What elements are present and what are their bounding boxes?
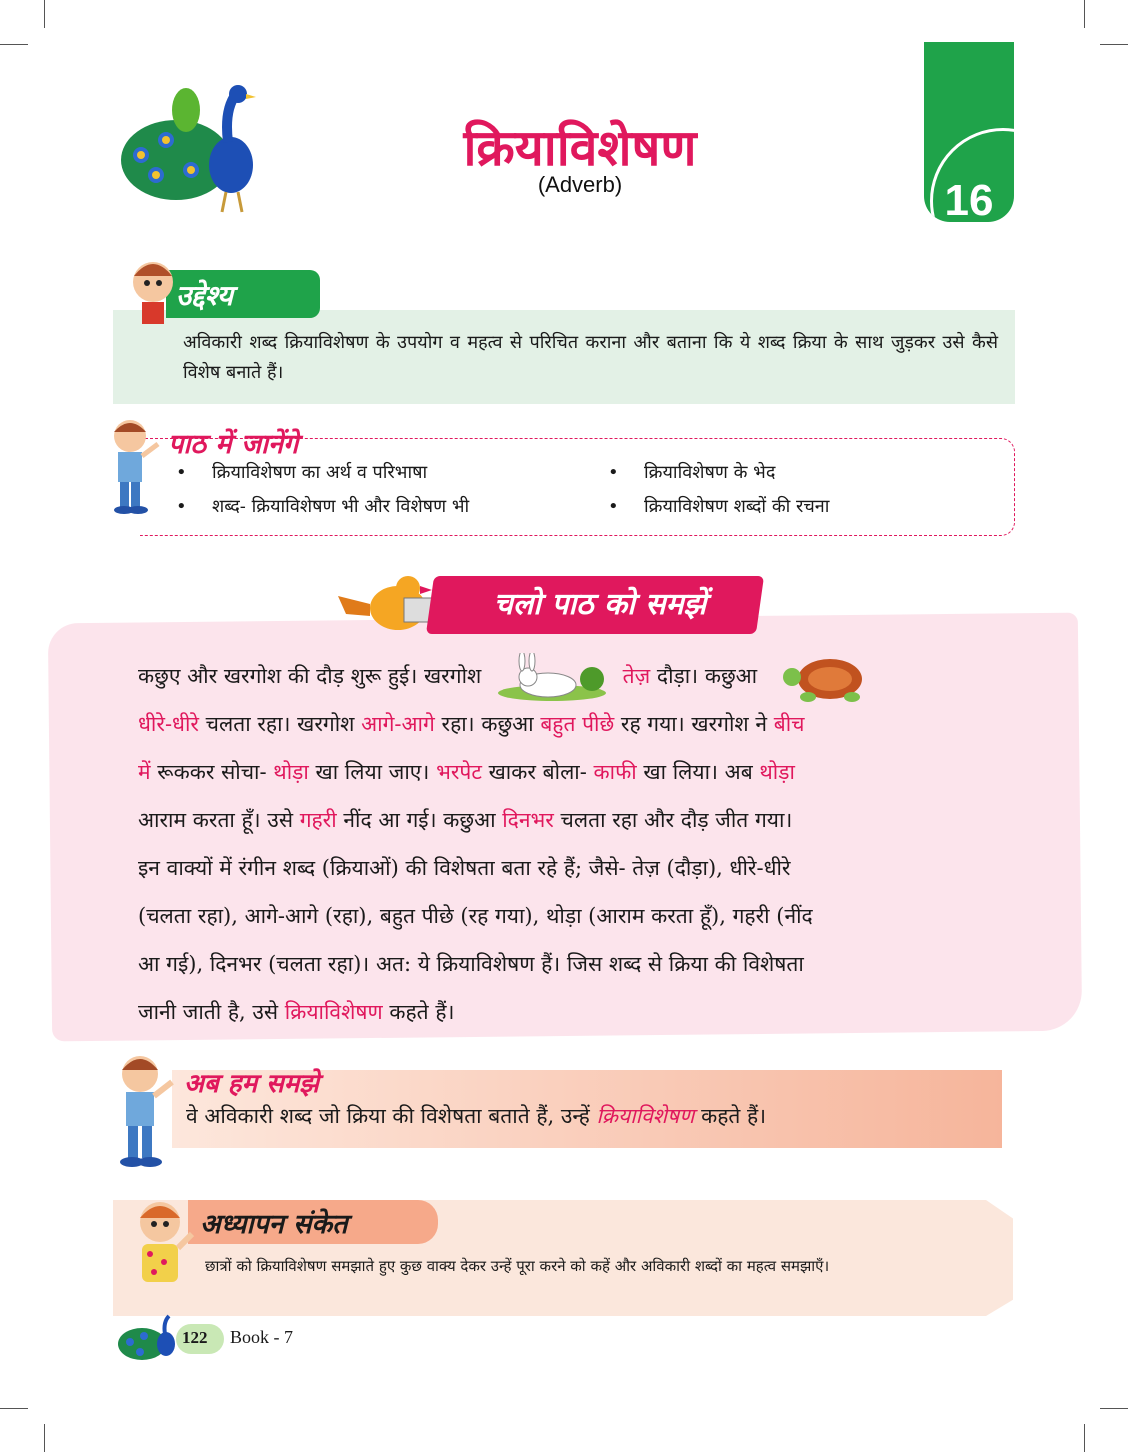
understood-text-part: वे अविकारी शब्द जो क्रिया की विशेषता बताते हैं, उन्हें (186, 1104, 590, 1128)
section-banner-label: चलो पाठ को समझें (493, 587, 707, 622)
passage-adverb: भरपेट (436, 760, 482, 784)
page-number: 122 (182, 1328, 208, 1347)
boy-pointing-icon (104, 416, 162, 516)
passage-adverb: आगे-आगे (361, 712, 435, 736)
learn-item (608, 460, 775, 484)
passage-adverb: धीरे-धीरे (138, 712, 199, 736)
passage-line (138, 748, 1014, 796)
rabbit-icon (492, 653, 612, 703)
understood-text (186, 1102, 986, 1130)
crop-mark (0, 44, 28, 45)
passage-adverb: में (138, 760, 151, 784)
passage-text: खा लिया। अब (643, 760, 753, 784)
passage-adverb: दिनभर (502, 808, 554, 832)
learn-item-label: क्रियाविशेषण शब्दों की रचना (644, 496, 830, 517)
learn-item-label: शब्द- क्रियाविशेषण भी और विशेषण भी (212, 496, 470, 517)
chapter-subtitle: (Adverb) (537, 172, 623, 197)
teacher-boy-icon (130, 1196, 196, 1286)
passage-adverb: बहुत पीछे (540, 712, 615, 736)
peacock-footer-icon (116, 1314, 180, 1364)
passage-line (138, 796, 1014, 844)
passage-adverb: थोड़ा (273, 760, 309, 784)
passage-adverb: क्रियाविशेषण (284, 1000, 383, 1024)
passage-text: आराम करता हूँ। उसे (138, 808, 294, 832)
passage-text: जानी जाती है, उसे (138, 1000, 279, 1024)
objective-label: उद्देश्य (176, 279, 234, 312)
boy-icon (128, 256, 178, 326)
passage-adverb: तेज़ (622, 664, 651, 688)
passage-text: रहा। कछुआ (441, 712, 534, 736)
learn-item (176, 460, 427, 484)
passage-text: चलता रहा। खरगोश (205, 712, 355, 736)
bullet-icon: • (176, 496, 187, 517)
learn-heading: पाठ में जानेंगे (168, 429, 299, 460)
chapter-number: 16 (944, 176, 994, 222)
crop-mark (44, 1424, 45, 1452)
understood-highlight: क्रियाविशेषण (596, 1104, 695, 1128)
learn-item (176, 494, 469, 518)
boy-pointing-icon (110, 1050, 176, 1170)
passage-text: कहते हैं। (389, 1000, 455, 1024)
passage-text: रह गया। खरगोश ने (620, 712, 768, 736)
understood-heading: अब हम समझे (184, 1069, 319, 1099)
crop-mark (1100, 1408, 1128, 1409)
learn-item (608, 494, 829, 518)
passage-adverb: थोड़ा (759, 760, 795, 784)
passage-text: दौड़ा। कछुआ (656, 664, 758, 688)
passage-text: खाकर बोला- (488, 760, 587, 784)
learn-item-label: क्रियाविशेषण के भेद (644, 462, 776, 483)
crop-mark (1084, 0, 1085, 28)
passage-text: कछुए और खरगोश की दौड़ शुरू हुई। खरगोश (138, 664, 482, 688)
passage-adverb: काफी (593, 760, 637, 784)
passage-adverb: बीच (773, 712, 805, 736)
teaching-hint-text: छात्रों को क्रियाविशेषण समझाते हुए कुछ वाक्य देकर उन्हें पूरा करने को कहें और अविकारी शब्दों का महत्व समझाएँ। (205, 1257, 830, 1275)
objective-text: अविकारी शब्द क्रियाविशेषण के उपयोग व महत्व से परिचित कराना और बताना कि ये शब्द क्रिया के साथ जुड़कर उसे कैसे विशेष बनाते हैं। (183, 332, 998, 383)
crop-mark (1084, 1424, 1085, 1452)
passage-line: इन वाक्यों में रंगीन शब्द (क्रियाओं) की विशेषता बता रहे हैं; जैसे- तेज़ (दौड़ा), धीरे-धीरे (138, 856, 791, 880)
passage-line (138, 988, 1014, 1036)
passage-text: नींद आ गई। कछुआ (343, 808, 496, 832)
passage-line: आ गई), दिनभर (चलता रहा)। अत: ये क्रियाविशेषण हैं। जिस शब्द से क्रिया की विशेषता (138, 952, 804, 976)
crop-mark (44, 0, 45, 28)
passage-text: खा लिया जाए। (315, 760, 430, 784)
peacock-illustration (116, 80, 276, 216)
bullet-icon: • (176, 462, 187, 483)
passage-text: चलता रहा और दौड़ जीत गया। (560, 808, 793, 832)
passage-text: रूककर सोचा- (157, 760, 267, 784)
learn-item-label: क्रियाविशेषण का अर्थ व परिभाषा (212, 462, 428, 483)
understood-text-part: कहते हैं। (701, 1104, 767, 1128)
chapter-title: क्रियाविशेषण (463, 118, 697, 177)
crop-mark (0, 1408, 28, 1409)
tortoise-icon (778, 653, 874, 703)
teaching-hint-label: अध्यापन संकेत (200, 1209, 348, 1240)
bullet-icon: • (608, 496, 619, 517)
passage-line: (चलता रहा), आगे-आगे (रहा), बहुत पीछे (रह गया), थोड़ा (आराम करता हूँ), गहरी (नींद (138, 904, 813, 928)
chapter-badge (924, 42, 1014, 222)
bullet-icon: • (608, 462, 619, 483)
passage-adverb: गहरी (299, 808, 337, 832)
book-label: Book - 7 (230, 1327, 293, 1347)
passage-line (138, 652, 1014, 703)
crop-mark (1100, 44, 1128, 45)
passage-line (138, 700, 1014, 748)
